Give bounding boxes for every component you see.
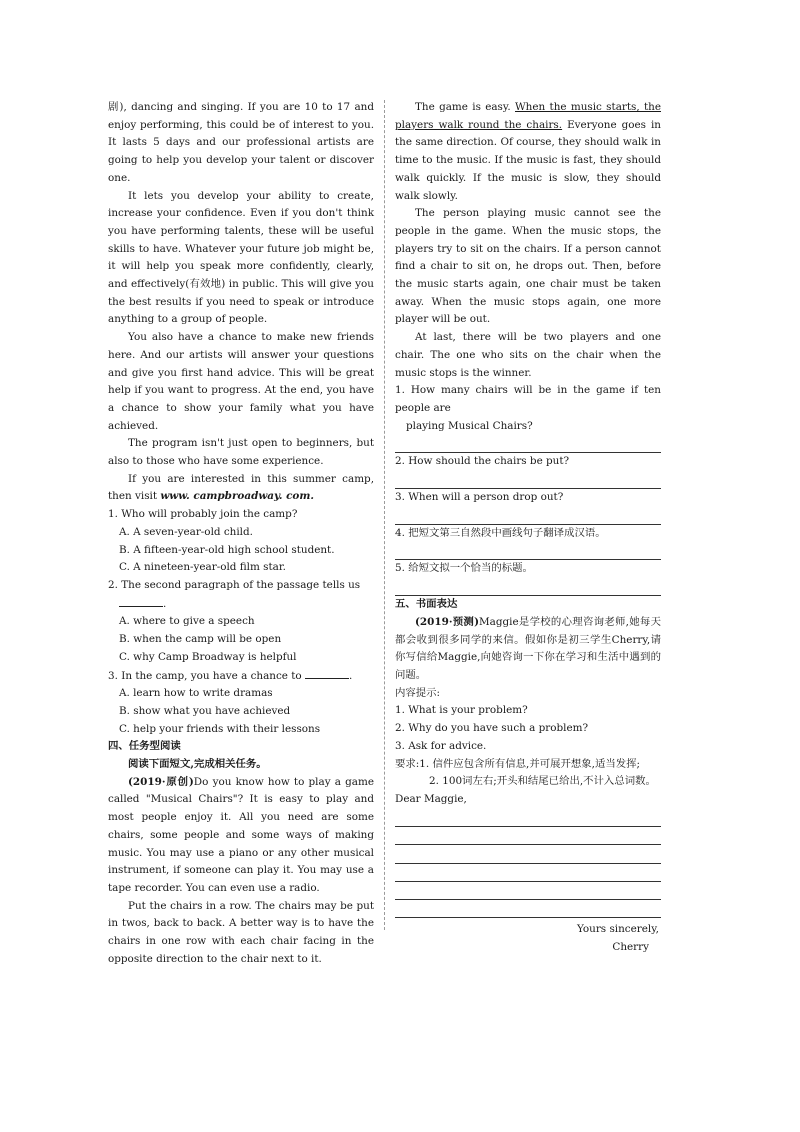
- underlined-sentence: When the music starts, the players walk round the chairs.: [395, 101, 661, 131]
- blank-line: [119, 595, 163, 607]
- answer-line[interactable]: [395, 578, 661, 596]
- answer-line[interactable]: [395, 471, 661, 489]
- column-divider: [384, 100, 385, 930]
- requirement: 要求:1. 信件应包含所有信息,并可展开想象,适当发挥;: [395, 757, 641, 770]
- passage-paragraph: The person playing music cannot see the people in the game. When the music stops, the players try to sit on the chairs. If a person cannot find a chair to sit on, he drops out. Then, before the music starts again, one chair must be taken away. When the music stops again, one more player will be out.: [395, 207, 661, 326]
- right-column: [395, 99, 661, 957]
- tip: 1. What is your problem?: [395, 704, 528, 717]
- option: A. where to give a speech: [119, 615, 255, 628]
- section-instruction: 阅读下面短文,完成相关任务。: [128, 758, 267, 771]
- left-column: [108, 99, 374, 968]
- option: B. show what you have achieved: [119, 704, 291, 717]
- writing-line[interactable]: [395, 845, 661, 863]
- writing-line[interactable]: [395, 882, 661, 900]
- requirement: 2. 100词左右;开头和结尾已给出,不计入总词数。: [429, 775, 656, 788]
- question-1: 1. Who will probably join the camp?: [108, 508, 298, 521]
- blank-line: [305, 667, 349, 679]
- option: C. A nineteen-year-old film star.: [119, 561, 286, 574]
- letter-signature: Cherry: [612, 941, 649, 954]
- option: B. when the camp will be open: [119, 633, 282, 646]
- letter-greeting: Dear Maggie,: [395, 792, 467, 805]
- task-3: 3. When will a person drop out?: [395, 491, 564, 504]
- passage-paragraph: You also have a chance to make new friends here. And our artists will answer your questions and give you first hand advice. This will be great help if you want to progress. At the end, you have a chance to show your family what you have achieved.: [108, 331, 374, 432]
- answer-blank: [108, 595, 374, 614]
- passage-paragraph: The program isn't just open to beginners, but also to those who have some experience.: [108, 437, 374, 468]
- source-tag: (2019·原创): [128, 775, 194, 788]
- option: B. A fifteen-year-old high school student.: [119, 543, 335, 556]
- option: C. help your friends with their lessons: [119, 722, 321, 735]
- answer-line[interactable]: [395, 507, 661, 525]
- task-5: 5. 给短文拟一个恰当的标题。: [395, 562, 533, 575]
- answer-line[interactable]: [395, 435, 661, 453]
- tip: 3. Ask for advice.: [395, 739, 487, 752]
- writing-line[interactable]: [395, 809, 661, 827]
- passage-paragraph: [108, 774, 374, 898]
- passage-paragraph: [395, 99, 661, 205]
- visit-text: If you are interested in this summer camp, then visit: [108, 472, 374, 503]
- period: .: [349, 669, 353, 682]
- answer-line[interactable]: [395, 542, 661, 560]
- letter-closing: Yours sincerely,: [576, 923, 659, 936]
- option: A. learn how to write dramas: [119, 687, 273, 700]
- writing-line[interactable]: [395, 864, 661, 882]
- period: .: [163, 597, 167, 610]
- task-1-cont: playing Musical Chairs?: [406, 419, 533, 432]
- question-2: 2. The second paragraph of the passage tells us: [108, 578, 361, 591]
- tips-heading: 内容提示:: [395, 686, 441, 699]
- tip: 2. Why do you have such a problem?: [395, 722, 589, 735]
- passage-text: The game is easy.: [415, 101, 515, 113]
- writing-line[interactable]: [395, 827, 661, 845]
- passage-paragraph: [108, 471, 374, 506]
- section-heading: 五、书面表达: [395, 598, 458, 611]
- website-url: www. campbroadway. com.: [160, 490, 314, 503]
- passage-text: Everyone goes in the same direction. Of course, they should walk in time to the music. If the music is fast, they should walk quickly. If the music is slow, they should walk slowly.: [395, 118, 661, 202]
- source-tag: (2019·预测): [415, 615, 480, 628]
- option: A. A seven-year-old child.: [119, 525, 253, 538]
- task-4: 4. 把短文第三自然段中画线句子翻译成汉语。: [395, 526, 606, 539]
- section-heading: 四、任务型阅读: [108, 740, 181, 753]
- writing-prompt: [395, 614, 661, 685]
- passage-paragraph: At last, there will be two players and one chair. The one who sits on the chair when the music stops is the winner.: [395, 331, 661, 379]
- prompt-text: Maggie是学校的心理咨询老师,她每天都会收到很多同学的来信。假如你是初三学生Cherry,请你写信给Maggie,向她咨询一下你在学习和生活中遇到的问题。: [395, 615, 661, 681]
- passage-paragraph: Put the chairs in a row. The chairs may be put in twos, back to back. A better way is to have the chairs in one row with each chair facing in the opposite direction to the chair next to it.: [108, 899, 374, 965]
- writing-line[interactable]: [395, 900, 661, 918]
- task-2: 2. How should the chairs be put?: [395, 455, 570, 468]
- question-3-text: 3. In the camp, you have a chance to: [108, 669, 305, 682]
- passage-paragraph: It lets you develop your ability to create, increase your confidence. Even if you don't think you have performing talents, these will be useful skills to have. Whatever your future job might be, it will help you speak more confidently, clearly, and effectively(有效地) in public. This will give you the best results if you need to speak or introduce anything to a group of people.: [108, 189, 374, 326]
- passage-paragraph: 剧), dancing and singing. If you are 10 to 17 and enjoy performing, this could be of interest to you. It lasts 5 days and our professional artists are going to help you develop your talent or discover one.: [108, 101, 374, 184]
- question-3: [108, 667, 374, 686]
- passage-text: Do you know how to play a game called "Musical Chairs"? It is easy to play and most people enjoy it. All you need are some chairs, some people and some ways of making music. You may use a piano or any other musical instrument, if someone can play it. You may use a tape recorder. You can even use a radio.: [108, 775, 374, 894]
- option: C. why Camp Broadway is helpful: [119, 650, 297, 663]
- task-1: 1. How many chairs will be in the game if ten people are: [395, 384, 661, 414]
